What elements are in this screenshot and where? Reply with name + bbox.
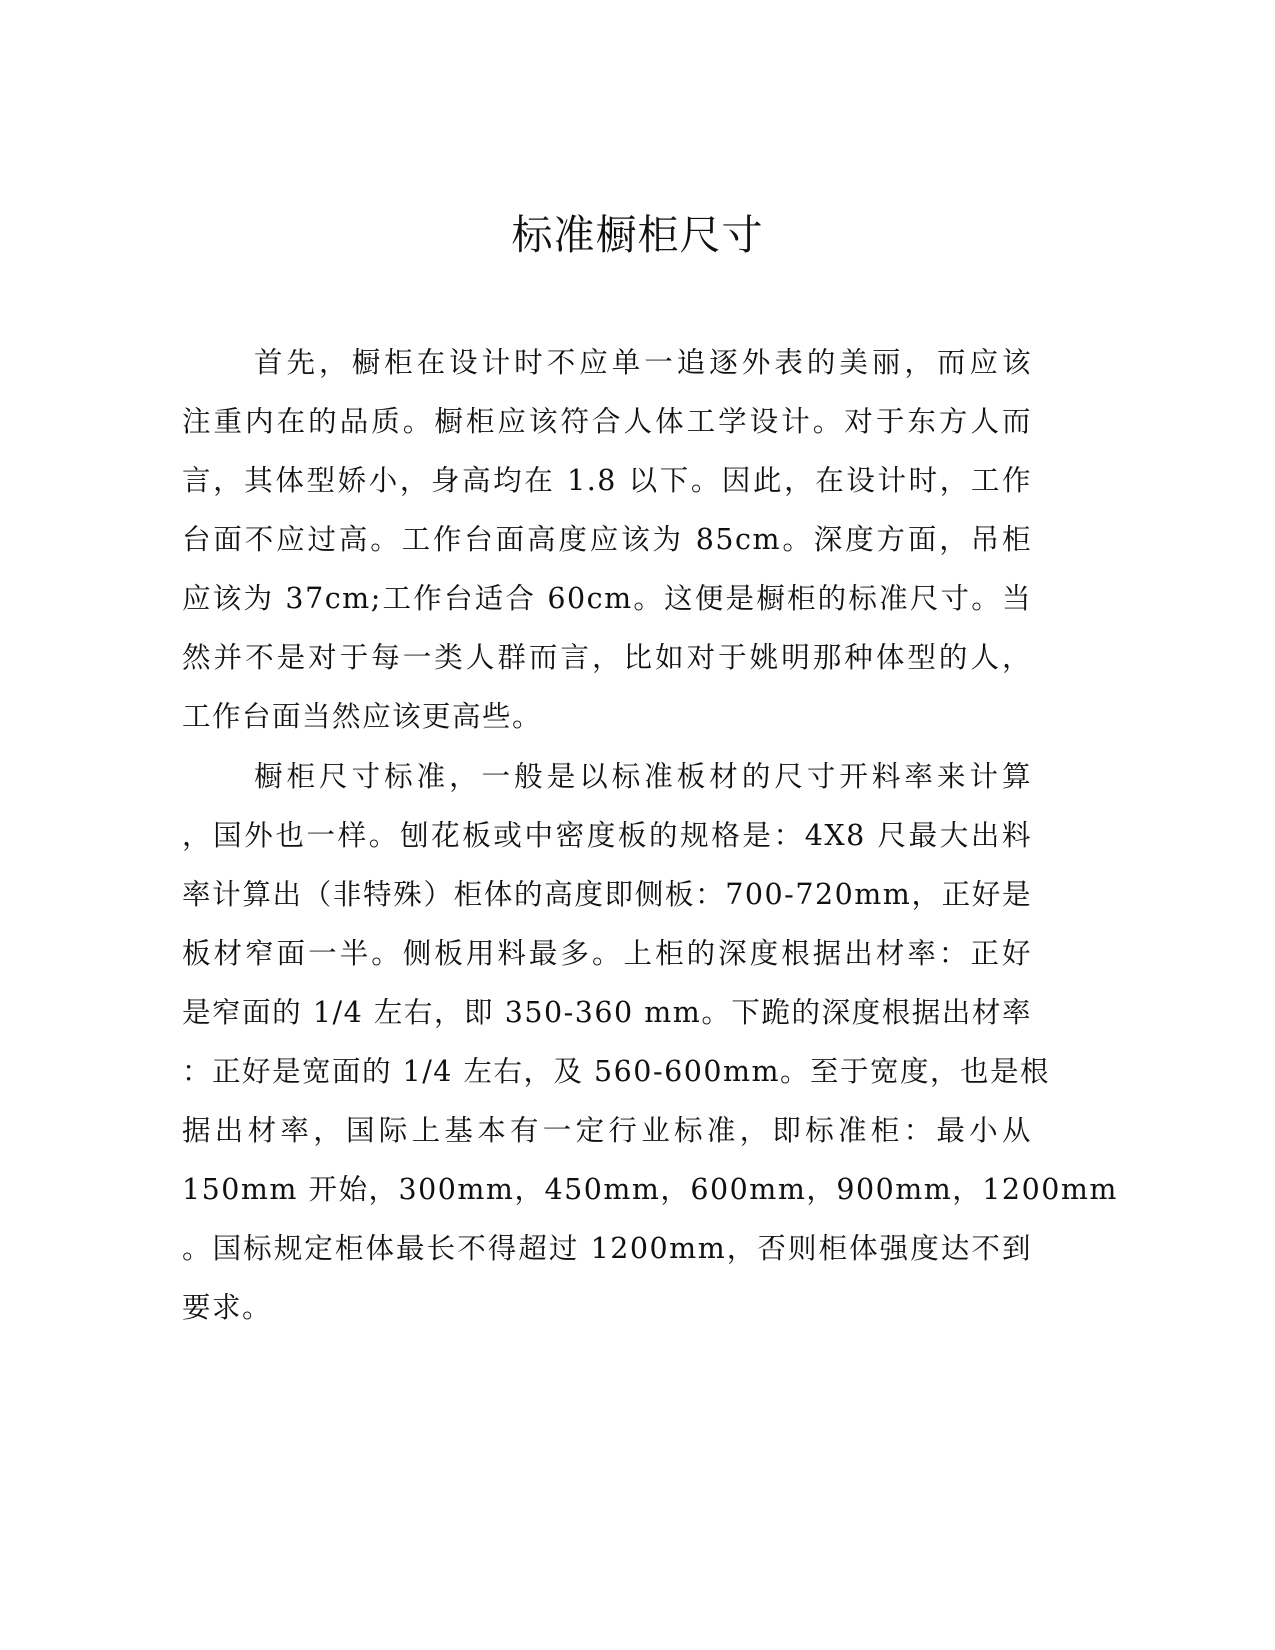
paragraph-line: 注重内在的品质。橱柜应该符合人体工学设计。对于东方人而 bbox=[182, 405, 1032, 438]
paragraph-line: ：正好是宽面的 1/4 左右，及 560-600mm。至于宽度，也是根 bbox=[182, 1055, 1051, 1088]
paragraph-line: 言，其体型娇小，身高均在 1.8 以下。因此，在设计时，工作 bbox=[182, 464, 1032, 497]
paragraph-line: 工作台面当然应该更高些。 bbox=[182, 700, 543, 733]
paragraph-line: 要求。 bbox=[182, 1291, 273, 1324]
paragraph-line: 150mm 开始，300mm，450mm，600mm，900mm，1200mm bbox=[182, 1173, 1118, 1206]
paragraph-line: 板材窄面一半。侧板用料最多。上柜的深度根据出材率：正好 bbox=[182, 937, 1032, 970]
paragraph-1 bbox=[182, 333, 1032, 746]
paragraph-line: 应该为 37cm;工作台适合 60cm。这便是橱柜的标准尺寸。当 bbox=[182, 582, 1032, 615]
paragraph-line: 。国标规定柜体最长不得超过 1200mm，否则柜体强度达不到 bbox=[182, 1232, 1032, 1265]
paragraph-line: 然并不是对于每一类人群而言，比如对于姚明那种体型的人， bbox=[182, 641, 1032, 674]
paragraph-line: 率计算出（非特殊）柜体的高度即侧板：700-720mm，正好是 bbox=[182, 878, 1032, 911]
paragraph-line: 首先，橱柜在设计时不应单一追逐外表的美丽，而应该 bbox=[254, 346, 1032, 379]
paragraph-line: ，国外也一样。刨花板或中密度板的规格是：4X8 尺最大出料 bbox=[182, 819, 1032, 852]
paragraph-2 bbox=[182, 747, 1118, 1337]
document-title: 标准橱柜尺寸 bbox=[511, 211, 764, 259]
paragraph-line: 据出材率，国际上基本有一定行业标准，即标准柜：最小从 bbox=[182, 1114, 1032, 1147]
paragraph-line: 台面不应过高。工作台面高度应该为 85cm。深度方面，吊柜 bbox=[182, 523, 1032, 556]
paragraph-line: 橱柜尺寸标准，一般是以标准板材的尺寸开料率来计算 bbox=[254, 760, 1032, 793]
paragraph-line: 是窄面的 1/4 左右，即 350-360 mm。下跪的深度根据出材率 bbox=[182, 996, 1032, 1029]
